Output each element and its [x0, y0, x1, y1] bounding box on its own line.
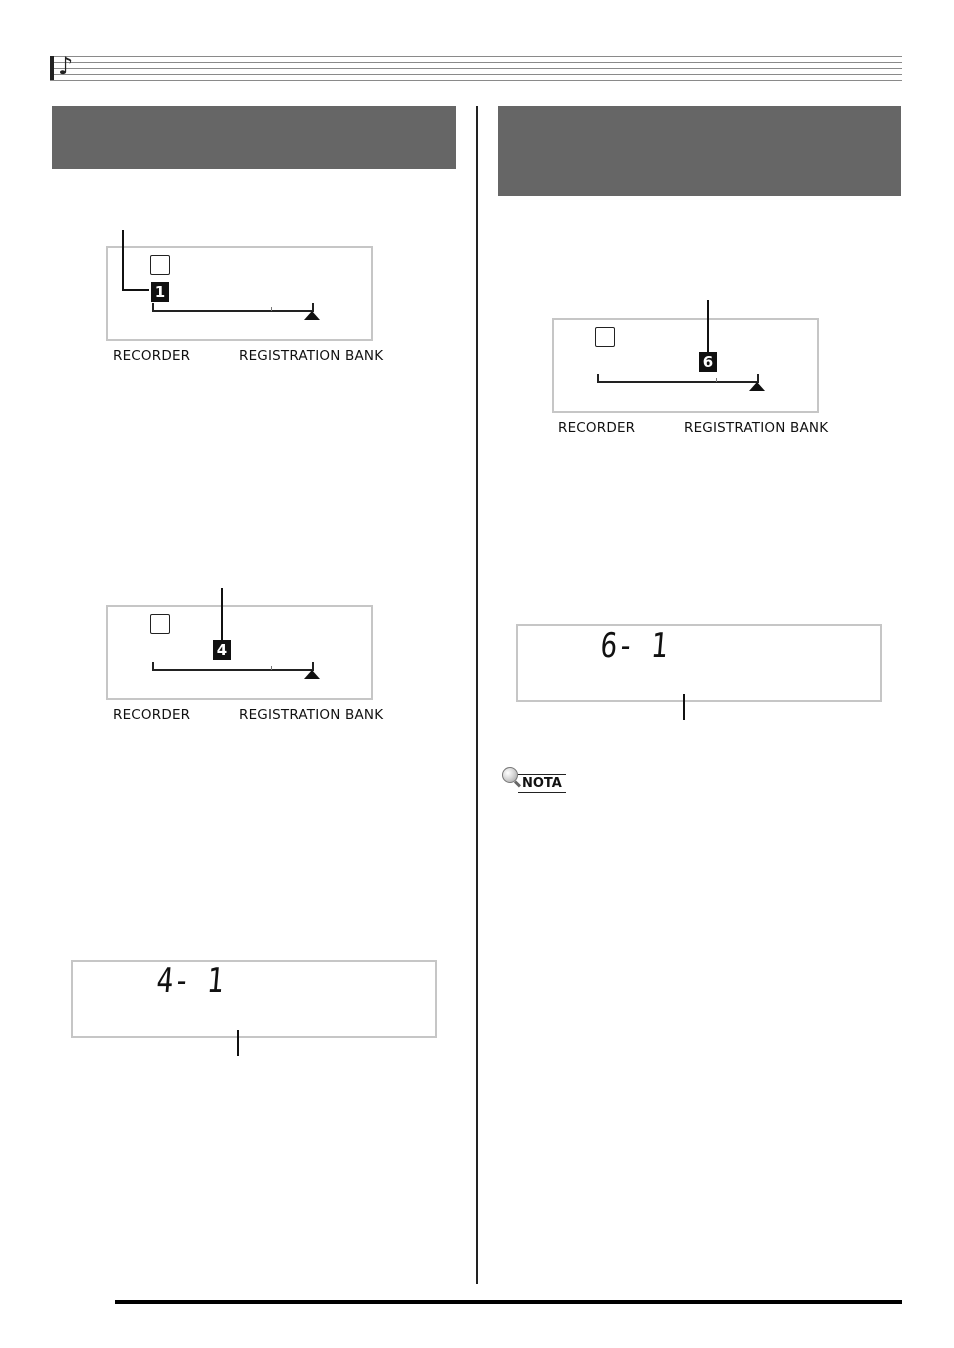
lcd-scale-mark: [271, 666, 272, 670]
lcd-scale-tick: [152, 303, 154, 311]
lcd-indicator-square: [150, 255, 170, 275]
bank-number-badge: 4: [213, 640, 231, 660]
footer-rule: [115, 1300, 902, 1304]
lcd-scale-line: [152, 669, 314, 671]
callout-line: [707, 300, 709, 352]
lcd-pointer-icon: [749, 382, 765, 391]
lcd-scale-line: [152, 310, 314, 312]
lcd-frame: [106, 605, 373, 700]
lcd-indicator-square: [150, 614, 170, 634]
lcd-scale-tick: [152, 662, 154, 670]
recorder-label: RECORDER: [113, 707, 191, 723]
callout-line: [122, 289, 149, 291]
lcd-frame: [106, 246, 373, 341]
staff-line: [50, 68, 902, 69]
lcd-scale-mark: [271, 307, 272, 311]
bank-number-badge: 6: [699, 352, 717, 372]
staff-line: [50, 56, 902, 57]
nota-label: NOTA: [518, 774, 566, 793]
lcd-scale-line: [597, 381, 759, 383]
lcd-pointer-icon: [304, 311, 320, 320]
area-number-readout: 6- 1: [598, 626, 670, 666]
callout-line: [122, 230, 124, 291]
lcd-scale-tick: [312, 662, 314, 670]
callout-line: [683, 694, 685, 720]
nota-badge: [502, 767, 578, 793]
staff-line: [50, 74, 902, 75]
lcd-indicator-square: [595, 327, 615, 347]
lcd-scale-tick: [597, 374, 599, 382]
lcd-frame: [552, 318, 819, 413]
staff-bar: [50, 56, 54, 80]
lcd-pointer-icon: [304, 670, 320, 679]
lcd-scale-tick: [757, 374, 759, 382]
callout-line: [237, 1030, 239, 1056]
registration-bank-label: REGISTRATION BANK: [684, 420, 829, 436]
registration-bank-label: REGISTRATION BANK: [239, 707, 384, 723]
staff-line: [50, 62, 902, 63]
eighth-note-icon: ♪: [58, 52, 74, 80]
staff-line: [50, 80, 902, 81]
section-header-right: [498, 106, 901, 196]
bank-number-badge: 1: [151, 282, 169, 302]
callout-line: [221, 588, 223, 640]
lcd-scale-tick: [312, 303, 314, 311]
registration-bank-label: REGISTRATION BANK: [239, 348, 384, 364]
lcd-frame: [516, 624, 882, 702]
lcd-frame: [71, 960, 437, 1038]
section-header-left: [52, 106, 456, 169]
lcd-scale-mark: [716, 378, 717, 382]
recorder-label: RECORDER: [558, 420, 636, 436]
recorder-label: RECORDER: [113, 348, 191, 364]
area-number-readout: 4- 1: [154, 961, 226, 1001]
column-divider: [476, 106, 478, 1284]
